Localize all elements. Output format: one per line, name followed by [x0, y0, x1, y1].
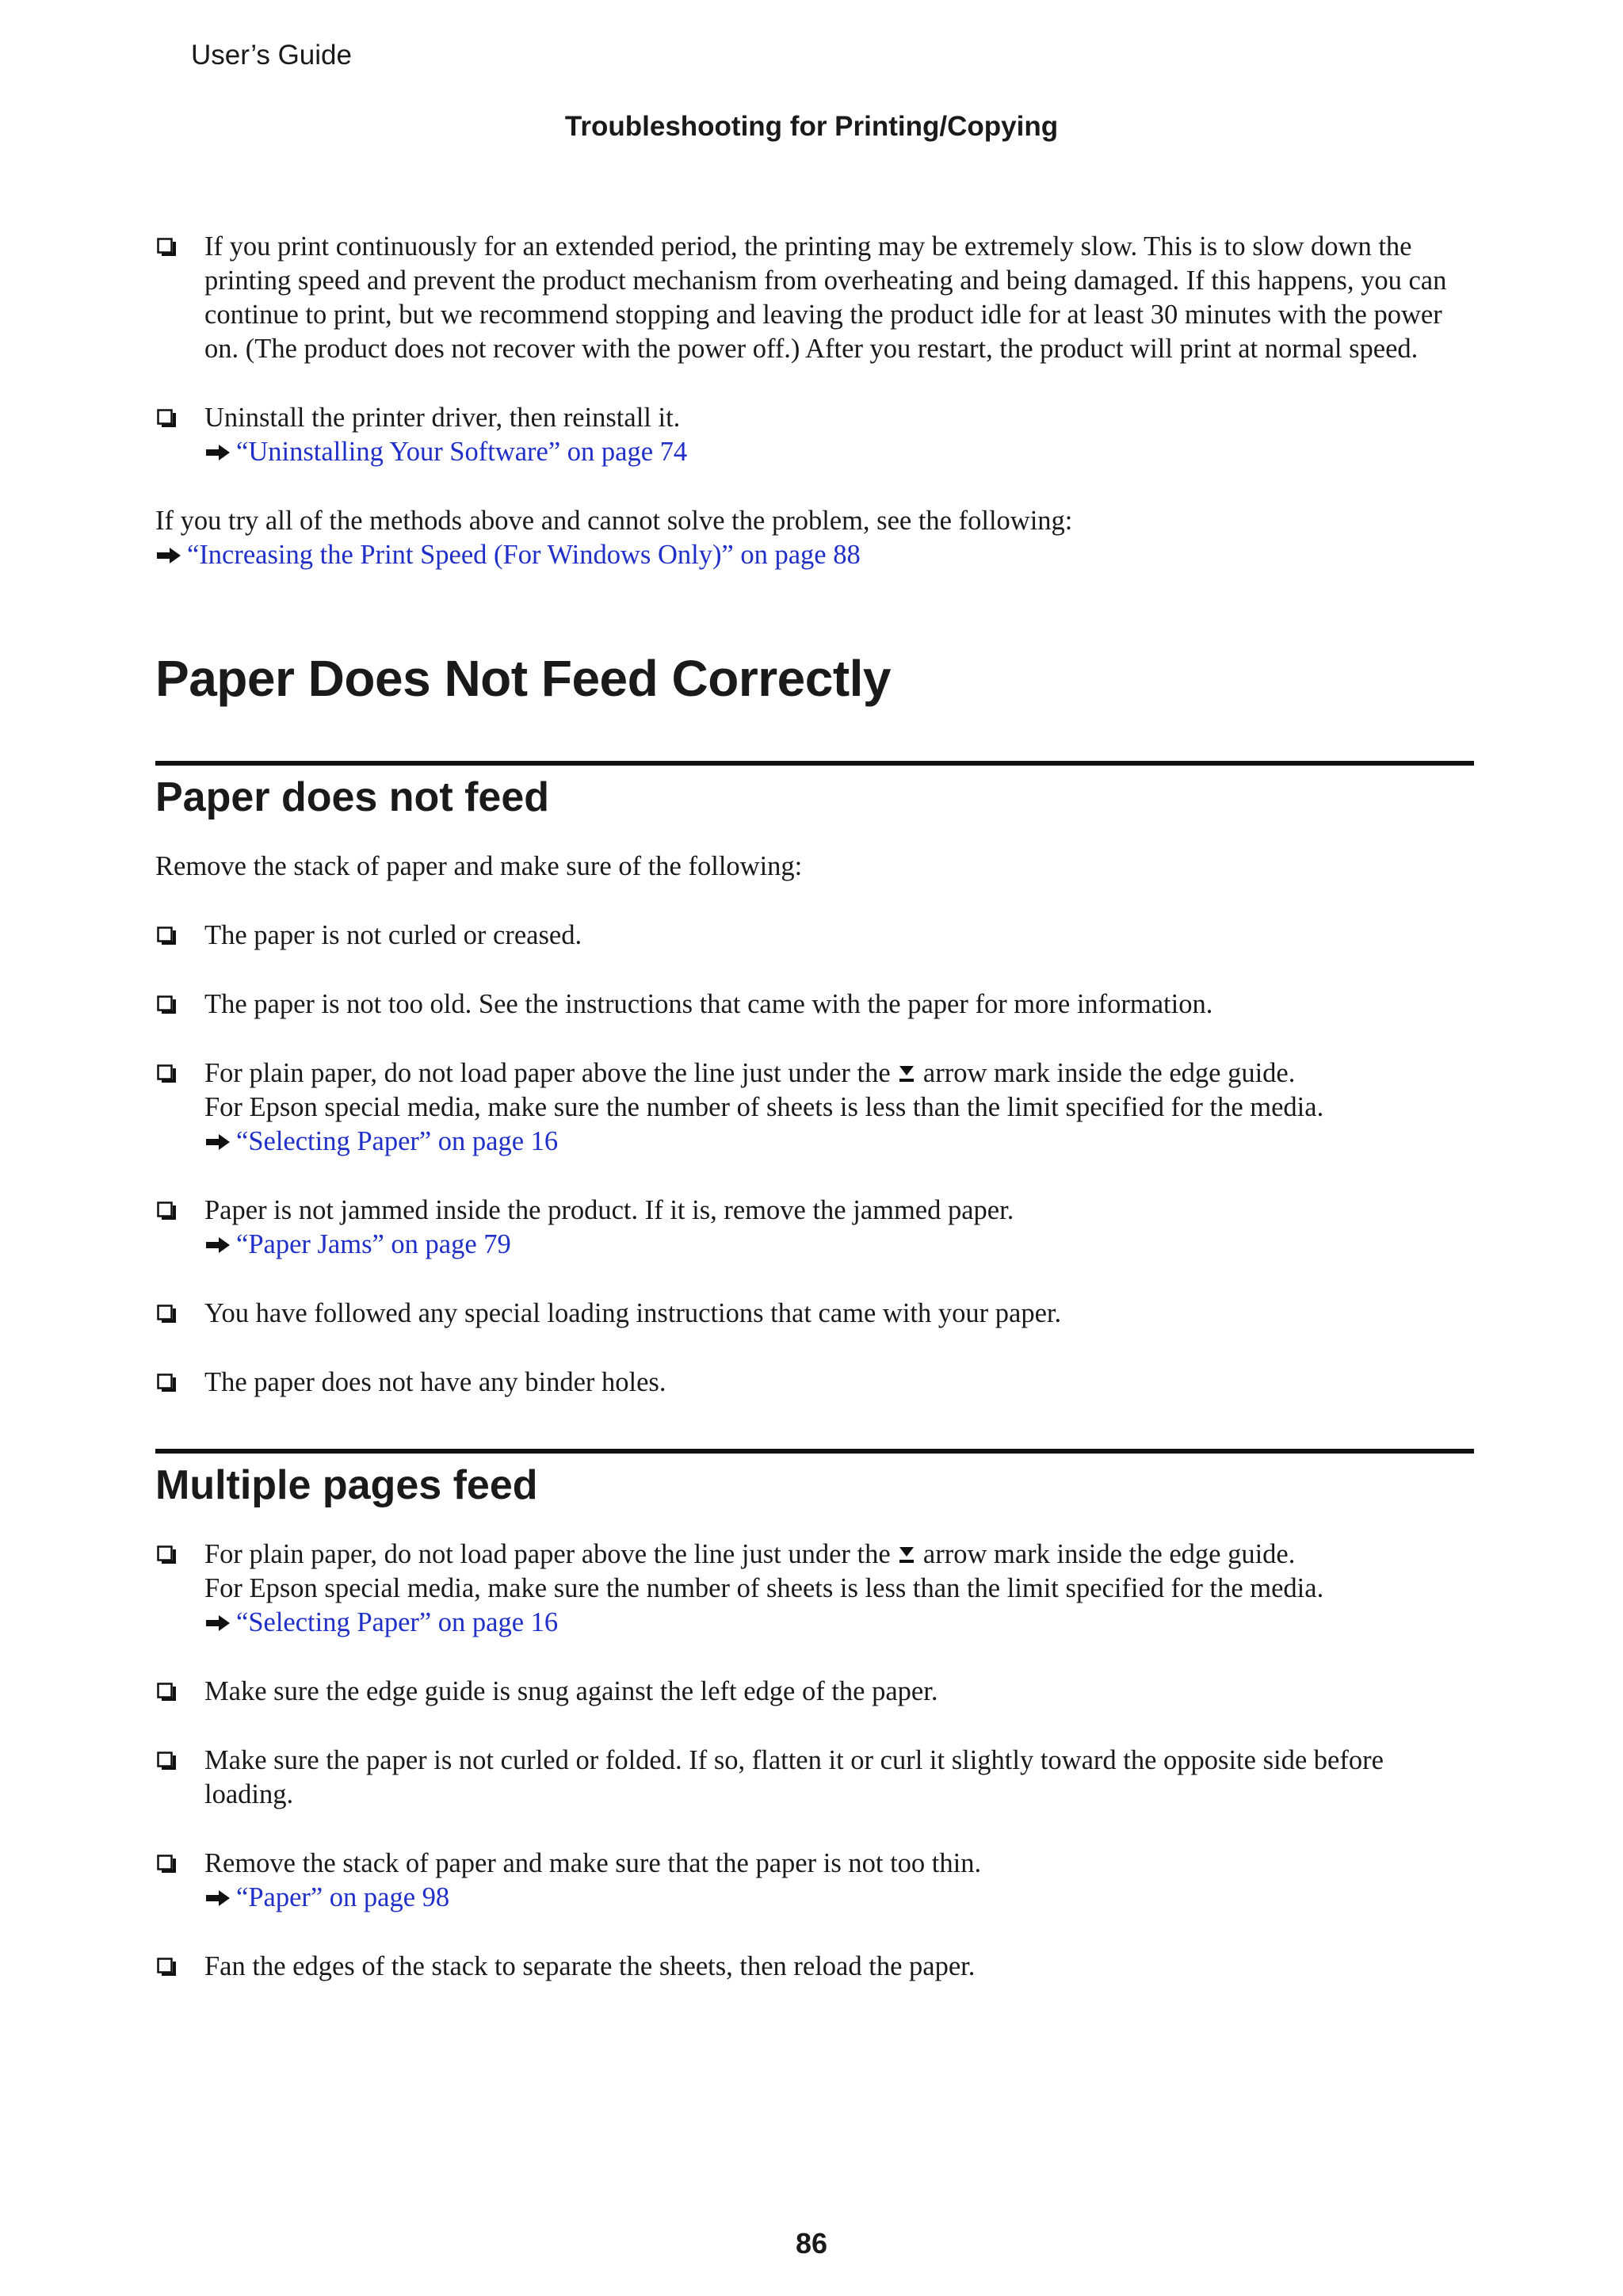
list-item: [155, 401, 1474, 469]
xref-link-paper-jams[interactable]: “Paper Jams” on page 79: [236, 1229, 511, 1259]
intro-list: [155, 230, 1474, 469]
xref-link-selecting-paper[interactable]: “Selecting Paper” on page 16: [236, 1126, 559, 1156]
list-item-line: [204, 1056, 1474, 1091]
list-item-text: You have followed any special loading instructions that came with your paper.: [204, 1298, 1062, 1328]
list-item: [155, 1194, 1474, 1262]
list-item-text: Paper is not jammed inside the product. If it is, remove the jammed paper.: [204, 1195, 1014, 1225]
list-item-text: arrow mark inside the edge guide.: [922, 1539, 1296, 1569]
list-item-text: arrow mark inside the edge guide.: [922, 1058, 1296, 1088]
xref-link-selecting-paper[interactable]: “Selecting Paper” on page 16: [236, 1607, 559, 1637]
arrow-right-icon: [204, 443, 231, 462]
checkbox-bullet-icon: [155, 1675, 182, 1709]
checkbox-bullet-icon: [155, 919, 182, 953]
list-item: [155, 988, 1474, 1022]
list-item: [155, 1847, 1474, 1915]
arrow-right-icon: [204, 1236, 231, 1255]
multiple-pages-feed-list: [155, 1538, 1474, 1984]
xref-line: [204, 1881, 1474, 1915]
list-item-text: Make sure the edge guide is snug against the left edge of the paper.: [204, 1676, 938, 1706]
chapter-title: Troubleshooting for Printing/Copying: [564, 111, 1059, 142]
checkbox-bullet-icon: [155, 1366, 182, 1400]
checkbox-bullet-icon: [155, 988, 182, 1022]
subsection-paper-does-not-feed: [155, 761, 1474, 1400]
list-item: [155, 1056, 1474, 1159]
checkbox-bullet-icon: [155, 1297, 182, 1331]
subsection-title: Paper does not feed: [155, 774, 549, 820]
closing-paragraph: [155, 504, 1474, 572]
list-item-text: For plain paper, do not load paper above the line just under the: [204, 1058, 891, 1088]
subsection-title: Multiple pages feed: [155, 1462, 538, 1508]
list-item: [155, 1538, 1474, 1640]
list-item: [155, 919, 1474, 953]
page-content: [155, 230, 1474, 2019]
checkbox-bullet-icon: [155, 401, 182, 435]
xref-line: [155, 538, 1474, 572]
checkbox-bullet-icon: [155, 1744, 182, 1778]
running-head: User’s Guide: [191, 40, 352, 71]
list-item-line: For Epson special media, make sure the number of sheets is less than the limit specified for the media.: [204, 1573, 1324, 1603]
list-item-text: For plain paper, do not load paper above the line just under the: [204, 1539, 891, 1569]
xref-link-uninstalling[interactable]: “Uninstalling Your Software” on page 74: [236, 437, 688, 467]
page-number: 86: [795, 2227, 828, 2260]
list-item-line: For Epson special media, make sure the number of sheets is less than the limit specified for the media.: [204, 1092, 1324, 1122]
arrow-right-icon: [204, 1133, 231, 1152]
checkbox-bullet-icon: [155, 1194, 182, 1228]
list-item: [155, 1744, 1474, 1812]
list-item-text: If you print continuously for an extended period, the printing may be extremely slow. This is to slow down the printing speed and prevent the product mechanism from overheating and being damaged. If this happens, you can continue to print, but we recommend stopping and leaving the product idle for at least 30 minutes with the power on. (The product does not recover with the power off.) After you restart, the product will print at normal speed.: [204, 231, 1447, 364]
xref-link-paper[interactable]: “Paper” on page 98: [236, 1882, 450, 1912]
list-item: [155, 1297, 1474, 1331]
list-item: [155, 1366, 1474, 1400]
arrow-right-icon: [204, 1889, 231, 1908]
list-item-text: Fan the edges of the stack to separate the sheets, then reload the paper.: [204, 1951, 976, 1981]
checkbox-bullet-icon: [155, 1538, 182, 1572]
xref-line: [204, 1125, 1474, 1159]
section-title: Paper Does Not Feed Correctly: [155, 650, 891, 707]
checkbox-bullet-icon: [155, 1950, 182, 1984]
paper-limit-mark-icon: [897, 1064, 916, 1084]
xref-line: [204, 1606, 1474, 1640]
checkbox-bullet-icon: [155, 230, 182, 264]
list-item-text: Uninstall the printer driver, then reinstall it.: [204, 403, 681, 433]
list-item: [155, 1950, 1474, 1984]
list-item-text: Remove the stack of paper and make sure that the paper is not too thin.: [204, 1848, 982, 1878]
list-item-text: The paper is not curled or creased.: [204, 920, 582, 950]
list-item: [155, 1675, 1474, 1709]
closing-text: If you try all of the methods above and cannot solve the problem, see the following:: [155, 506, 1073, 536]
checkbox-bullet-icon: [155, 1056, 182, 1091]
list-item-line: [204, 1538, 1474, 1572]
paper-limit-mark-icon: [897, 1545, 916, 1565]
list-item: [155, 230, 1474, 366]
list-item-text: The paper is not too old. See the instructions that came with the paper for more information.: [204, 989, 1213, 1019]
arrow-right-icon: [155, 546, 182, 565]
list-item-text: Make sure the paper is not curled or folded. If so, flatten it or curl it slightly toward the opposite side before loading.: [204, 1745, 1384, 1809]
subsection-multiple-pages-feed: [155, 1449, 1474, 1984]
checkbox-bullet-icon: [155, 1847, 182, 1881]
xref-link-print-speed[interactable]: “Increasing the Print Speed (For Windows Only)” on page 88: [187, 540, 861, 570]
xref-line: [204, 435, 1474, 469]
subsection-intro: Remove the stack of paper and make sure of the following:: [155, 851, 803, 881]
paper-does-not-feed-list: [155, 919, 1474, 1400]
xref-line: [204, 1228, 1474, 1262]
list-item-text: The paper does not have any binder holes.: [204, 1367, 666, 1397]
arrow-right-icon: [204, 1614, 231, 1633]
